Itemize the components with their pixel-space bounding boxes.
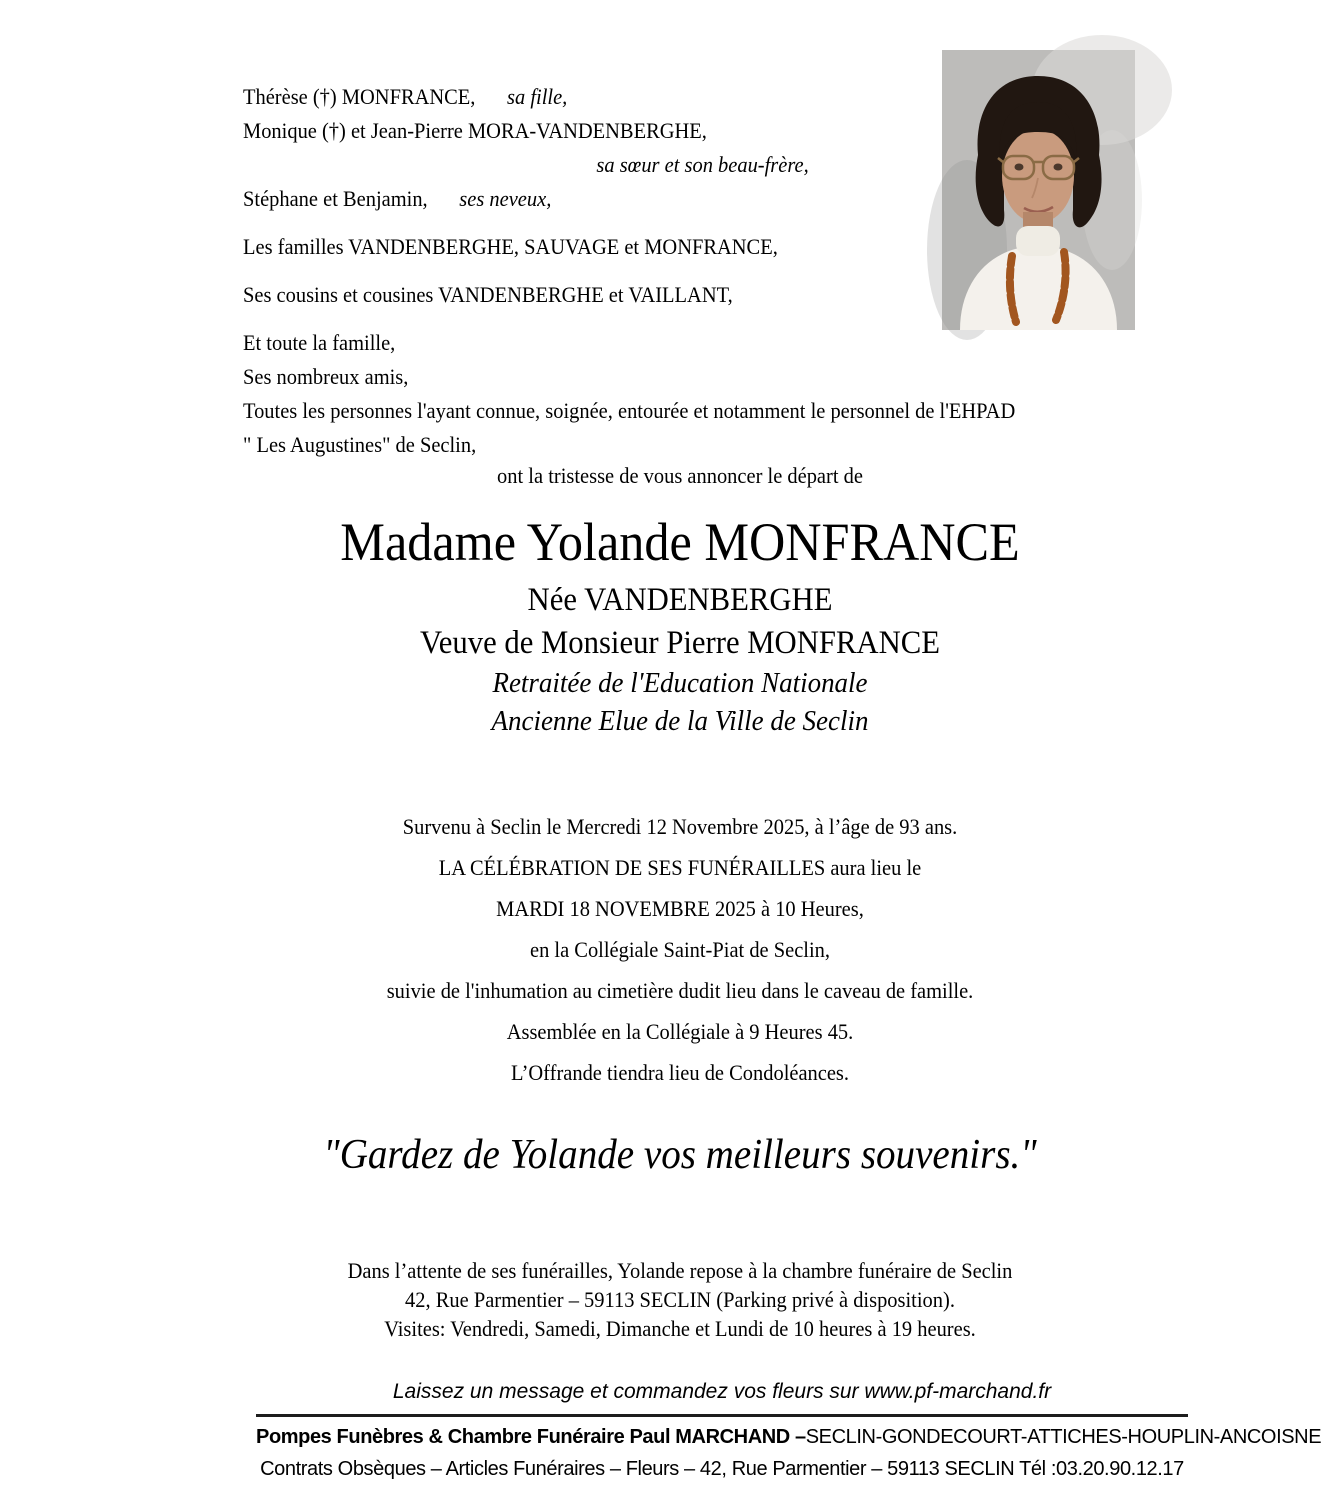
repose-line: Dans l’attente de ses funérailles, Yolande repose à la chambre funéraire de Seclin bbox=[347, 1258, 1013, 1283]
family-line bbox=[243, 230, 1117, 264]
deceased-occupation: Retraitée de l'Education Nationale bbox=[492, 667, 868, 699]
company-name: Pompes Funèbres & Chambre Funéraire Paul MARCHAND – bbox=[256, 1426, 806, 1448]
family-relation: sa sœur et son beau-frère, bbox=[596, 152, 809, 177]
ceremony-line: L’Offrande tiendra lieu de Condoléances. bbox=[510, 1060, 850, 1085]
family-line bbox=[243, 114, 1117, 148]
deceased-name: Madame Yolande MONFRANCE bbox=[340, 512, 1020, 572]
family-line bbox=[243, 182, 1117, 216]
repose-line: Visites: Vendredi, Samedi, Dimanche et Lundi de 10 heures à 19 heures. bbox=[384, 1316, 976, 1341]
family-member-name: Ses nombreux amis, bbox=[243, 364, 409, 389]
family-line bbox=[243, 428, 1117, 462]
family-line bbox=[243, 360, 1117, 394]
ceremony-line: en la Collégiale Saint-Piat de Seclin, bbox=[529, 937, 831, 962]
family-line bbox=[243, 80, 1117, 114]
repose-line: 42, Rue Parmentier – 59113 SECLIN (Parking privé à disposition). bbox=[405, 1287, 955, 1312]
family-line bbox=[243, 278, 1117, 312]
repose-block bbox=[274, 1256, 1087, 1343]
ceremony-line: Survenu à Seclin le Mercredi 12 Novembre 2025, à l’âge de 93 ans. bbox=[402, 814, 958, 839]
family-line bbox=[243, 148, 1117, 182]
footer-divider bbox=[256, 1414, 1188, 1417]
footer-services-line: Contrats Obsèques – Articles Funéraires – Fleurs – 42, Rue Parmentier – 59113 SECLIN Tél :03.20.90.12.17 bbox=[260, 1458, 1184, 1480]
company-locations: SECLIN-GONDECOURT-ATTICHES-HOUPLIN-ANCOISNE bbox=[805, 1426, 1321, 1448]
ceremony-line: Assemblée en la Collégiale à 9 Heures 45. bbox=[506, 1019, 854, 1044]
family-member-name: Monique (†) et Jean-Pierre MORA-VANDENBERGHE, bbox=[243, 118, 707, 143]
ceremony-line: LA CÉLÉBRATION DE SES FUNÉRAILLES aura lieu le bbox=[438, 855, 922, 880]
deceased-widow-line: Veuve de Monsieur Pierre MONFRANCE bbox=[420, 625, 940, 661]
family-member-name: Ses cousins et cousines VANDENBERGHE et VAILLANT, bbox=[243, 282, 733, 307]
family-block bbox=[243, 80, 1117, 462]
family-relation: ses neveux, bbox=[459, 186, 552, 211]
deceased-distinction: Ancienne Elue de la Ville de Seclin bbox=[491, 705, 869, 737]
family-member-name: Les familles VANDENBERGHE, SAUVAGE et MONFRANCE, bbox=[243, 234, 778, 259]
footer-company-line bbox=[256, 1424, 1321, 1450]
deceased-block bbox=[274, 512, 1087, 740]
family-member-name: Thérèse (†) MONFRANCE, bbox=[243, 84, 476, 109]
footer-message: Laissez un message et commandez vos fleurs sur www.pf-marchand.fr bbox=[392, 1380, 1052, 1403]
deceased-maiden-name: Née VANDENBERGHE bbox=[527, 582, 833, 618]
family-line bbox=[243, 326, 1117, 360]
ceremony-line: suivie de l'inhumation au cimetière dudit lieu dans le caveau de famille. bbox=[386, 978, 974, 1003]
announcement-text: ont la tristesse de vous annoncer le départ de bbox=[497, 463, 863, 488]
memorial-quote: "Gardez de Yolande vos meilleurs souvenirs." bbox=[323, 1132, 1037, 1178]
family-member-name: " Les Augustines" de Seclin, bbox=[243, 432, 477, 457]
ceremony-block bbox=[274, 806, 1087, 1093]
family-member-name: Stéphane et Benjamin, bbox=[243, 186, 428, 211]
family-relation: sa fille, bbox=[507, 84, 568, 109]
family-member-name: Toutes les personnes l'ayant connue, soignée, entourée et notamment le personnel de l'EHPAD bbox=[243, 398, 1016, 423]
family-line bbox=[243, 394, 1117, 428]
ceremony-line: MARDI 18 NOVEMBRE 2025 à 10 Heures, bbox=[496, 896, 864, 921]
family-member-name: Et toute la famille, bbox=[243, 330, 396, 355]
